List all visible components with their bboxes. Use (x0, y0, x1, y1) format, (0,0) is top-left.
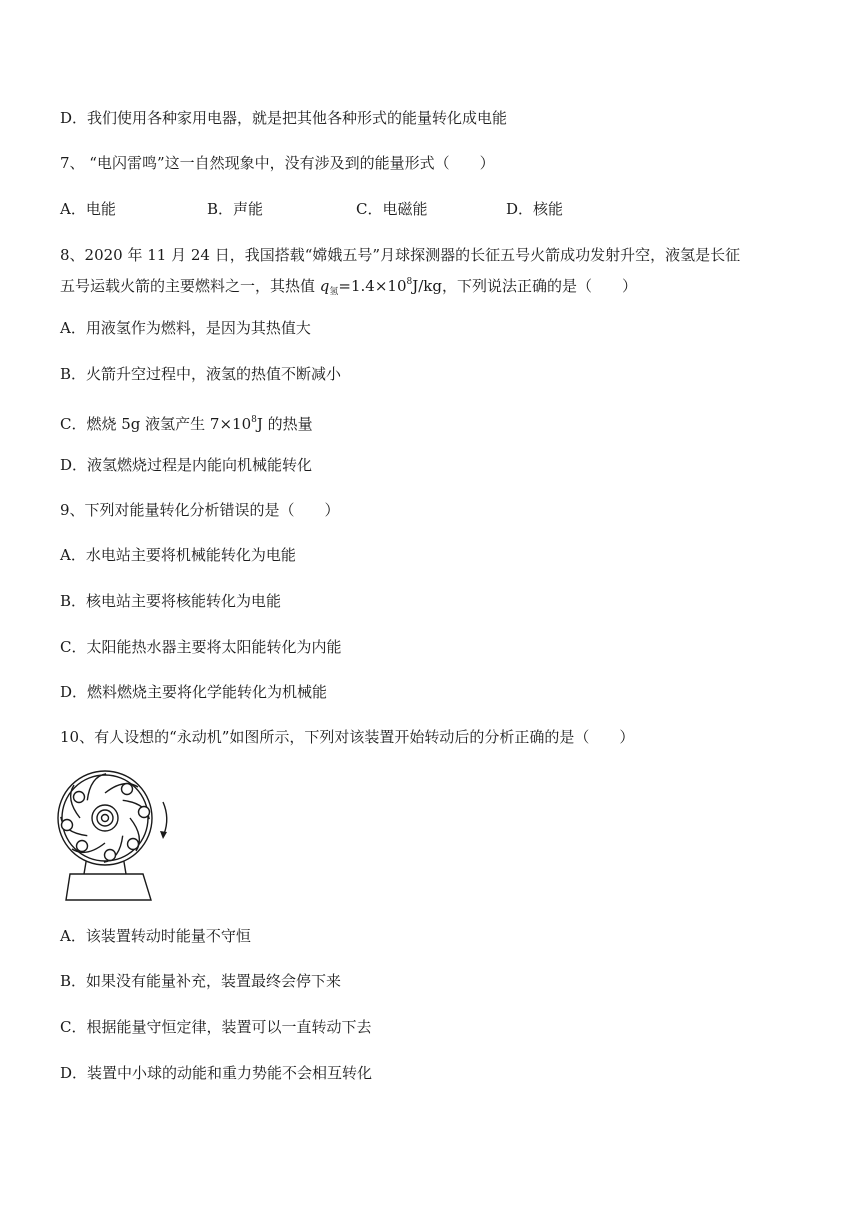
machine-base (66, 874, 151, 900)
q8-option-c-text-a: C．燃烧 5g 液氢产生 7×10 (60, 415, 252, 433)
rotation-arrowhead-icon (160, 831, 167, 839)
q8-stem-text-b: =1.4×10 (338, 277, 407, 295)
q8-stem-line1: 8、2020 年 11 月 24 日，我国搭载“嫦娥五号”月球探测器的长征五号火箭成功发射升空，液氢是长征 (60, 246, 741, 264)
q7-option-a: A．电能 (60, 200, 116, 218)
q8-option-a: A．用液氢作为燃料，是因为其热值大 (60, 319, 311, 337)
q9-option-b: B．核电站主要将核能转化为电能 (60, 592, 282, 610)
q10-option-d: D．装置中小球的动能和重力势能不会相互转化 (60, 1064, 373, 1082)
q8-stem-text-a: 五号运载火箭的主要燃料之一，其热值 (60, 277, 320, 295)
q10-option-b: B．如果没有能量补充，装置最终会停下来 (60, 972, 342, 990)
q10-option-c: C．根据能量守恒定律，装置可以一直转动下去 (60, 1018, 372, 1036)
q8-option-c-exponent: 8 (251, 415, 257, 425)
q8-exponent: 8 (406, 277, 413, 287)
q9-option-d: D．燃料燃烧主要将化学能转化为机械能 (60, 683, 328, 701)
q7-option-d: D．核能 (506, 200, 564, 218)
q9-option-a: A．水电站主要将机械能转化为电能 (60, 546, 296, 564)
wheel-hub-outer (92, 805, 118, 831)
q9-stem: 9、下列对能量转化分析错误的是（ ） (60, 501, 340, 519)
q8-option-d: D．液氢燃烧过程是内能向机械能转化 (60, 456, 313, 474)
q9-option-c: C．太阳能热水器主要将太阳能转化为内能 (60, 638, 342, 656)
q10-option-a: A．该装置转动时能量不守恒 (60, 927, 251, 945)
rotation-arrow-icon (163, 802, 167, 834)
q8-option-c (60, 410, 313, 434)
perpetual-motion-machine-figure (54, 770, 184, 902)
q7-option-c: C．电磁能 (356, 200, 428, 218)
q6-option-d: D．我们使用各种家用电器，就是把其他各种形式的能量转化成电能 (60, 109, 508, 127)
q8-stem-text-c: J/kg，下列说法正确的是（ ） (412, 277, 637, 295)
q8-heat-value-symbol: q (319, 277, 330, 295)
q8-option-c-text-b: J 的热量 (256, 415, 313, 433)
q8-option-b: B．火箭升空过程中，液氢的热值不断减小 (60, 365, 342, 383)
q7-option-b: B．声能 (207, 200, 264, 218)
q8-heat-value-subscript: 氢 (329, 287, 339, 297)
q7-stem: 7、 “电闪雷鸣”这一自然现象中，没有涉及到的能量形式（ ） (60, 154, 495, 172)
q8-stem-line2 (60, 272, 637, 302)
q7-options (60, 199, 620, 219)
q10-stem: 10、有人设想的“永动机”如图所示，下列对该装置开始转动后的分析正确的是（ ） (60, 728, 635, 746)
